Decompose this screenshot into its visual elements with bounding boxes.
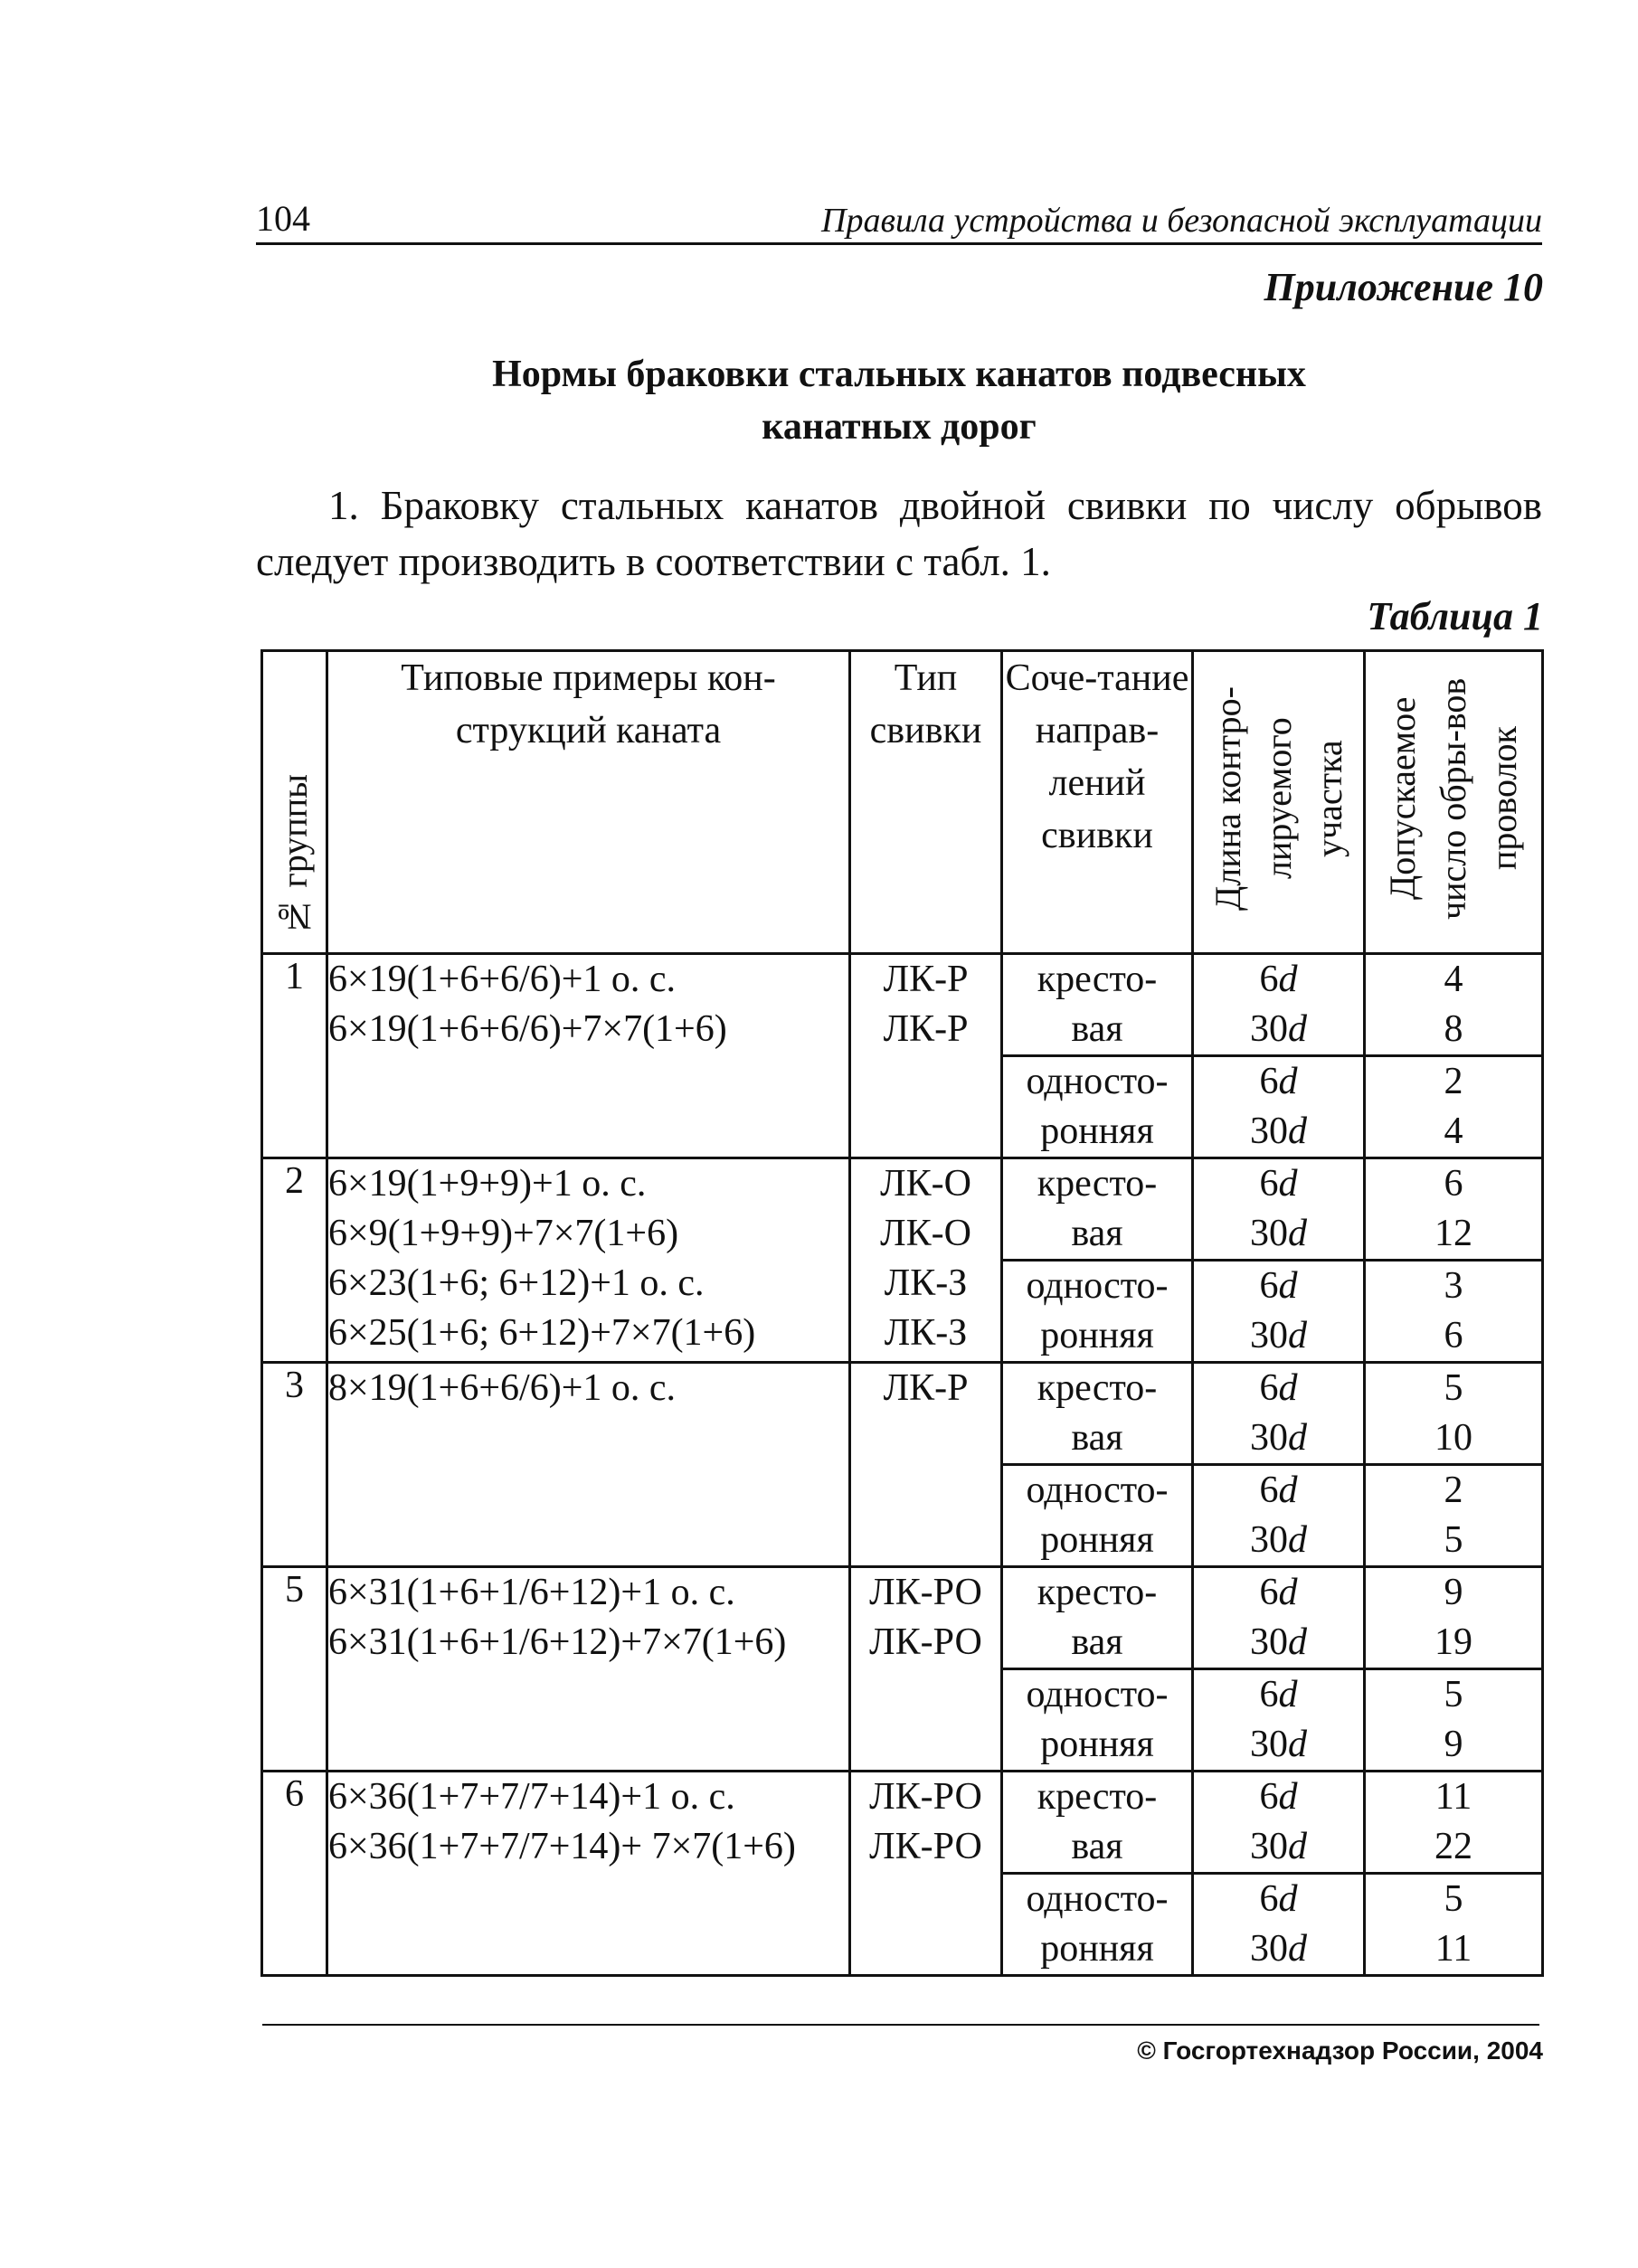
break-count: 2: [1444, 1469, 1463, 1511]
allowed-breaks: [1365, 1874, 1543, 1976]
lay-direction-line: односто-: [1026, 1674, 1169, 1715]
lay-type: ЛК-РО: [869, 1776, 982, 1818]
copyright-notice: © Госгортехнадзор России, 2004: [1137, 2036, 1543, 2065]
construction-examples: [327, 1158, 850, 1363]
length-value: 6d: [1259, 959, 1298, 1000]
length-value: 6d: [1259, 1061, 1298, 1102]
lay-direction-line: ронняя: [1040, 1110, 1154, 1152]
construction-example: 6×19(1+6+6/6)+1 о. с.: [328, 959, 677, 1000]
break-count: 2: [1444, 1061, 1463, 1102]
break-count: 12: [1434, 1213, 1472, 1254]
break-count: 5: [1444, 1878, 1463, 1920]
length-value: 30d: [1250, 1213, 1307, 1254]
lay-direction: [1002, 1465, 1193, 1567]
construction-example: 6×19(1+9+9)+1 о. с.: [328, 1163, 647, 1205]
controlled-length: [1193, 1567, 1365, 1669]
controlled-length: [1193, 954, 1365, 1056]
table-row: [262, 1772, 1543, 1874]
break-count: 9: [1444, 1572, 1463, 1613]
running-title: Правила устройства и безопасной эксплуатации: [821, 202, 1542, 240]
lay-types: [850, 1567, 1002, 1772]
lay-direction-line: ронняя: [1040, 1724, 1154, 1765]
table-row: [262, 1363, 1543, 1465]
header-direction: Соче-тание направ-лений свивки: [1002, 651, 1193, 954]
document-title: [256, 348, 1542, 453]
lay-direction-line: односто-: [1026, 1878, 1169, 1920]
page-number: 104: [256, 198, 310, 239]
header-count: Допускаемое число обры-вов проволок: [1365, 651, 1543, 954]
controlled-length: [1193, 1772, 1365, 1874]
break-count: 22: [1434, 1826, 1472, 1867]
lay-types: [850, 1772, 1002, 1976]
allowed-breaks: [1365, 1158, 1543, 1261]
break-count: 5: [1444, 1674, 1463, 1715]
break-count: 10: [1434, 1417, 1472, 1459]
lay-direction: [1002, 1669, 1193, 1772]
break-count: 4: [1444, 1110, 1463, 1152]
break-count: 6: [1444, 1163, 1463, 1205]
lay-type: ЛК-О: [880, 1213, 971, 1254]
lay-type: ЛК-Р: [883, 1008, 969, 1050]
lay-direction-line: вая: [1071, 1417, 1123, 1459]
title-line-2: канатных дорог: [762, 406, 1037, 448]
lay-type: ЛК-РО: [869, 1572, 982, 1613]
lay-direction-line: ронняя: [1040, 1315, 1154, 1356]
lay-direction-line: односто-: [1026, 1061, 1169, 1102]
header-lay-type: Тип свивки: [850, 651, 1002, 954]
lay-direction-line: односто-: [1026, 1469, 1169, 1511]
lay-types: [850, 1158, 1002, 1363]
construction-example: 6×36(1+7+7/7+14)+1 о. с.: [328, 1776, 735, 1818]
header-examples: Типовые примеры кон-струкций каната: [327, 651, 850, 954]
allowed-breaks: [1365, 1567, 1543, 1669]
controlled-length: [1193, 1363, 1365, 1465]
controlled-length: [1193, 1056, 1365, 1158]
lay-direction-line: односто-: [1026, 1265, 1169, 1307]
construction-example: 6×31(1+6+1/6+12)+7×7(1+6): [328, 1621, 787, 1663]
lay-direction-line: вая: [1071, 1008, 1123, 1050]
construction-example: 8×19(1+6+6/6)+1 о. с.: [328, 1367, 677, 1409]
lay-direction-line: вая: [1071, 1826, 1123, 1867]
lay-direction-line: кресто-: [1037, 1163, 1158, 1205]
construction-example: 6×19(1+6+6/6)+7×7(1+6): [328, 1008, 727, 1050]
length-value: 6d: [1259, 1776, 1298, 1818]
table-caption: Таблица 1: [1367, 594, 1543, 638]
lay-direction: [1002, 1158, 1193, 1261]
break-count: 5: [1444, 1367, 1463, 1409]
group-number: 5: [262, 1567, 327, 1772]
allowed-breaks: [1365, 1669, 1543, 1772]
break-count: 6: [1444, 1315, 1463, 1356]
page-header: [256, 197, 1542, 245]
table-row: [262, 1567, 1543, 1669]
break-count: 9: [1444, 1724, 1463, 1765]
lay-direction-line: ронняя: [1040, 1519, 1154, 1561]
lay-direction: [1002, 1567, 1193, 1669]
controlled-length: [1193, 1261, 1365, 1363]
break-count: 8: [1444, 1008, 1463, 1050]
construction-example: 6×23(1+6; 6+12)+1 о. с.: [328, 1262, 705, 1304]
lay-direction-line: вая: [1071, 1621, 1123, 1663]
lay-type: ЛК-З: [884, 1312, 968, 1354]
allowed-breaks: [1365, 954, 1543, 1056]
construction-example: 6×25(1+6; 6+12)+7×7(1+6): [328, 1312, 756, 1354]
lay-type: ЛК-Р: [883, 1367, 969, 1409]
lay-direction-line: кресто-: [1037, 1367, 1158, 1409]
group-number: 6: [262, 1772, 327, 1976]
lay-direction: [1002, 954, 1193, 1056]
intro-paragraph: [256, 477, 1542, 590]
break-count: 4: [1444, 959, 1463, 1000]
construction-example: 6×36(1+7+7/7+14)+ 7×7(1+6): [328, 1826, 796, 1867]
allowed-breaks: [1365, 1772, 1543, 1874]
controlled-length: [1193, 1669, 1365, 1772]
table-row: [262, 954, 1543, 1056]
lay-direction-line: вая: [1071, 1213, 1123, 1254]
header-length: Длина контро-лируемого участка: [1193, 651, 1365, 954]
allowed-breaks: [1365, 1363, 1543, 1465]
footer-rule: [262, 2024, 1539, 2026]
table-header-row: [262, 651, 1543, 954]
break-count: 19: [1434, 1621, 1472, 1663]
construction-example: 6×9(1+9+9)+7×7(1+6): [328, 1213, 679, 1254]
lay-direction: [1002, 1874, 1193, 1976]
length-value: 30d: [1250, 1008, 1307, 1050]
break-count: 11: [1434, 1776, 1472, 1818]
lay-type: ЛК-РО: [869, 1621, 982, 1663]
length-value: 6d: [1259, 1163, 1298, 1205]
length-value: 6d: [1259, 1367, 1298, 1409]
length-value: 6d: [1259, 1469, 1298, 1511]
lay-direction: [1002, 1363, 1193, 1465]
lay-type: ЛК-З: [884, 1262, 968, 1304]
group-number: 2: [262, 1158, 327, 1363]
lay-type: ЛК-О: [880, 1163, 971, 1205]
controlled-length: [1193, 1158, 1365, 1261]
header-group: № группы: [262, 651, 327, 954]
construction-example: 6×31(1+6+1/6+12)+1 о. с.: [328, 1572, 735, 1613]
construction-examples: [327, 1363, 850, 1567]
lay-types: [850, 1363, 1002, 1567]
lay-type: ЛК-Р: [883, 959, 969, 1000]
table-row: [262, 1158, 1543, 1261]
length-value: 30d: [1250, 1315, 1307, 1356]
length-value: 30d: [1250, 1826, 1307, 1867]
allowed-breaks: [1365, 1056, 1543, 1158]
lay-direction-line: кресто-: [1037, 1776, 1158, 1818]
allowed-breaks: [1365, 1261, 1543, 1363]
table-body: [262, 954, 1543, 1976]
length-value: 30d: [1250, 1621, 1307, 1663]
break-count: 3: [1444, 1265, 1463, 1307]
construction-examples: [327, 1772, 850, 1976]
lay-direction: [1002, 1772, 1193, 1874]
break-count: 11: [1434, 1928, 1472, 1970]
group-number: 1: [262, 954, 327, 1158]
rope-rejection-table: [260, 649, 1544, 1977]
paragraph-line-2: следует производить в соответствии с табл. 1.: [256, 539, 1051, 584]
title-line-1: Нормы браковки стальных канатов подвесных: [492, 354, 1306, 395]
lay-direction-line: ронняя: [1040, 1928, 1154, 1970]
length-value: 6d: [1259, 1878, 1298, 1920]
appendix-label: Приложение 10: [1264, 265, 1543, 309]
construction-examples: [327, 954, 850, 1158]
lay-direction: [1002, 1056, 1193, 1158]
group-number: 3: [262, 1363, 327, 1567]
allowed-breaks: [1365, 1465, 1543, 1567]
length-value: 30d: [1250, 1724, 1307, 1765]
length-value: 30d: [1250, 1110, 1307, 1152]
lay-type: ЛК-РО: [869, 1826, 982, 1867]
lay-direction-line: кресто-: [1037, 1572, 1158, 1613]
lay-direction: [1002, 1261, 1193, 1363]
controlled-length: [1193, 1874, 1365, 1976]
length-value: 6d: [1259, 1572, 1298, 1613]
break-count: 5: [1444, 1519, 1463, 1561]
length-value: 30d: [1250, 1928, 1307, 1970]
length-value: 6d: [1259, 1674, 1298, 1715]
length-value: 6d: [1259, 1265, 1298, 1307]
lay-direction-line: кресто-: [1037, 959, 1158, 1000]
paragraph-line-1: 1. Браковку стальных канатов двойной свивки по числу обрывов: [328, 483, 1542, 528]
length-value: 30d: [1250, 1519, 1307, 1561]
lay-types: [850, 954, 1002, 1158]
length-value: 30d: [1250, 1417, 1307, 1459]
controlled-length: [1193, 1465, 1365, 1567]
construction-examples: [327, 1567, 850, 1772]
